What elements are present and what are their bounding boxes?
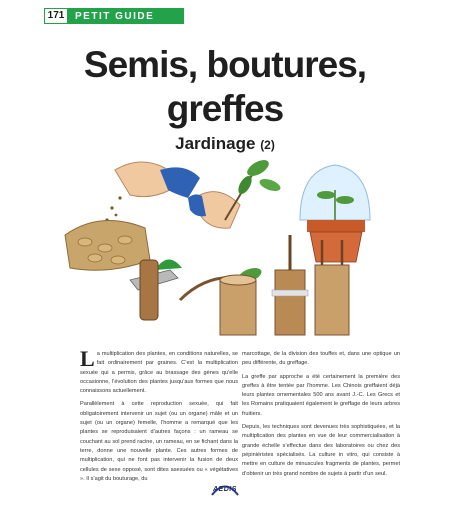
- paragraph: La greffe par approche a été certainement la première des greffes à être tentée par l’homme. Les Chinois greffaient déjà leurs plantes ornementales 500 ans avant J.-C. Les Grecs et les Romains pratiquaient également le greffage de leurs arbres fruitiers.: [242, 373, 400, 417]
- body-column-right: [242, 350, 400, 483]
- series-name: PETIT GUIDE: [75, 10, 155, 22]
- body-column-left: [80, 346, 238, 488]
- paragraph-text: a multiplication des plantes, en conditions naturelles, se fait ordinairement par graines. C’est la multiplication sexuée qui a permis, grâce au brassage des gènes qu’elle occasionne, l’évolution des plantes jusqu’aux formes que nous connaissons actuellement.: [80, 351, 238, 395]
- cutting-hand-icon: [188, 157, 282, 228]
- grafting-knife-icon: [130, 259, 182, 320]
- tree-stump-icon: [220, 275, 256, 335]
- drop-cap: L: [80, 346, 95, 371]
- title-line-2: greffes: [166, 88, 284, 129]
- pot-with-cloche-icon: [300, 165, 370, 262]
- paragraph: Depuis, les techniques sont devenues très sophistiquées, et la multiplication des plantes en vue de leur commercialisation à grande échelle s’effectue dans des laboratoires ou chez des pépiniéristes spécialisés. La culture in vitro, qui consiste à mettre en culture de minuscules fragments de plantes, permet d’obtenir un très grand nombre de sujets à partir d’un seul.: [242, 424, 400, 477]
- gardening-illustration: [60, 150, 390, 340]
- series-header: [44, 8, 184, 24]
- subtitle-text: Jardinage: [175, 134, 256, 153]
- series-number: 171: [45, 9, 67, 23]
- sowing-hand-icon: [105, 162, 200, 222]
- publisher-logo-text: AEDIS: [213, 486, 237, 493]
- paragraph: Parallèlement à cette reproduction sexuée, qui fait obligatoirement intervenir un sujet (ou un organe) mâle et un sujet (ou un organe) femelle, l’homme a remarqué que les plantes se reproduisaient d’autres façons : un rameau se couchant au sol prend racine, un rameau, en se fichant dans la terre, donne une nouvelle plante. Ces autres formes de multiplication, qui ne font pas intervenir la fusion de deux cellules de sexe opposé, sont dites asexuées ou « végétatives ». Il s’agit du bouturage, du: [80, 401, 238, 482]
- title-line-1: Semis, boutures,: [83, 44, 367, 85]
- seed-tray-icon: [65, 220, 150, 270]
- paragraph: marcottage, de la division des touffes et, dans une optique un peu différente, du greffage.: [242, 351, 400, 367]
- paragraph: [80, 346, 238, 396]
- subtitle-number: (2): [260, 138, 275, 152]
